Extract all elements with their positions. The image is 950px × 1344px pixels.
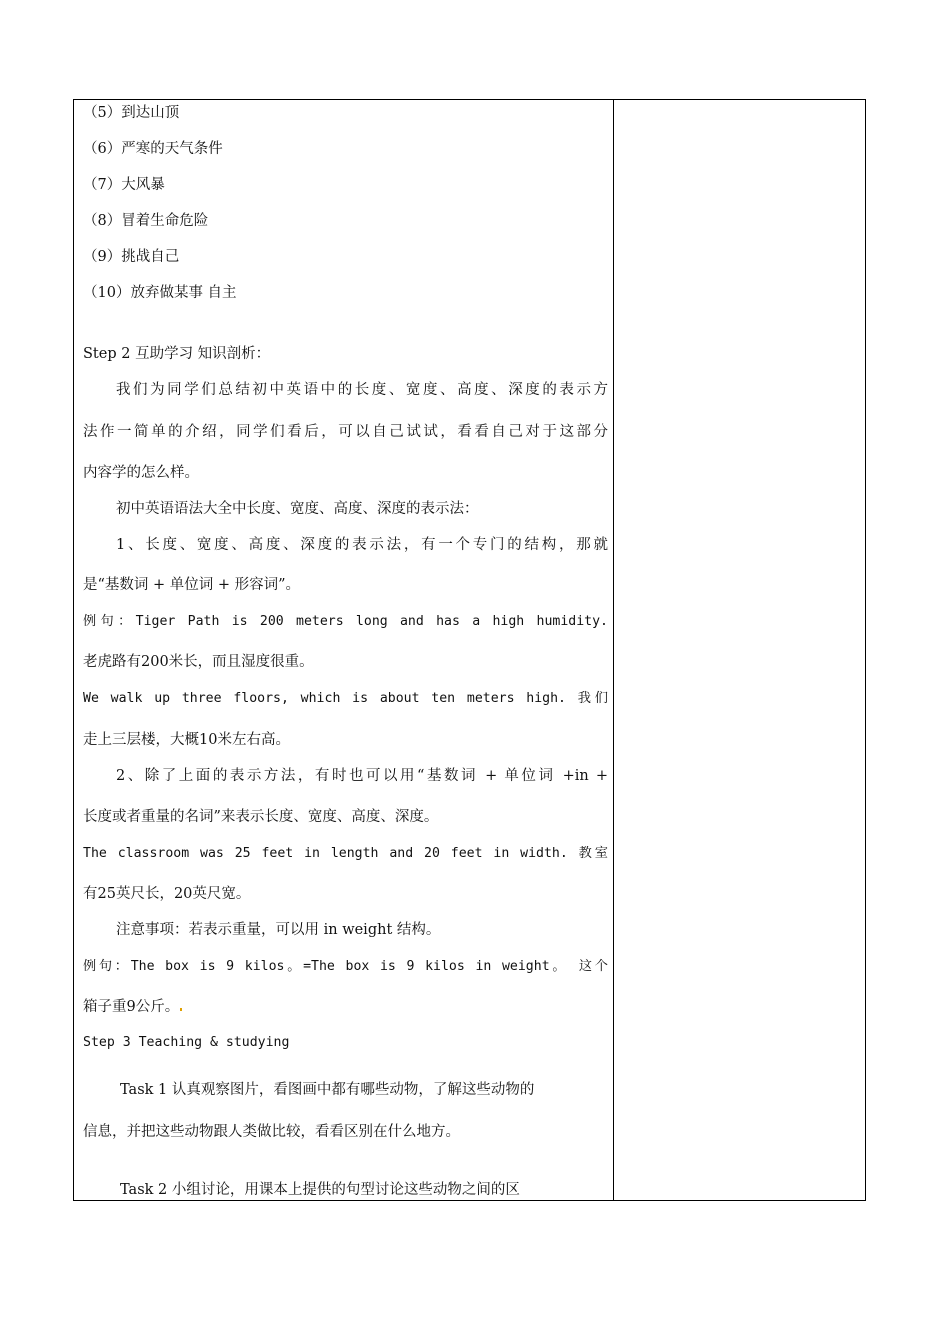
list-item: （8）冒着生命危险 [83,213,209,229]
task-line: Task 1 认真观察图片，看图画中都有哪些动物，了解这些动物的 [120,1082,535,1098]
paragraph-line: 是“基数词 + 单位词 + 形容词”。 [83,577,301,593]
note-line: 注意事项：若表示重量，可以用 in weight 结构。 [116,922,441,938]
paragraph-line: 法作一简单的介绍，同学们看后，可以自己试试，看看自己对于这部分 [83,424,608,440]
highlight-mark [180,1008,182,1011]
example-sentence: The classroom was 25 feet in length and 20 feet in width. 教室 [83,846,608,861]
list-item: （7）大风暴 [83,177,165,193]
step2-heading: Step 2 互助学习 知识剖析： [83,346,271,362]
paragraph-line: 我们为同学们总结初中英语中的长度、宽度、高度、深度的表示方 [116,382,608,398]
example-translation: 走上三层楼，大概10米左右高。 [83,732,290,748]
paragraph-line: 内容学的怎么样。 [83,465,199,481]
paragraph-line: 初中英语语法大全中长度、宽度、高度、深度的表示法： [116,501,479,517]
example-sentence: We walk up three floors, which is about ten meters high. 我们 [83,691,608,706]
paragraph-line: 长度或者重量的名词”来表示长度、宽度、高度、深度。 [83,809,439,825]
paragraph-line: 2、除了上面的表示方法，有时也可以用“基数词 + 单位词 +in + [116,768,608,784]
example-sentence: 例句：Tiger Path is 200 meters long and has a high humidity. [83,614,608,629]
column-divider [613,99,614,1201]
step3-heading: Step 3 Teaching & studying [83,1035,290,1050]
list-item: （10）放弃做某事 自主 [83,285,237,301]
task-line: Task 2 小组讨论，用课本上提供的句型讨论这些动物之间的区 [120,1182,520,1198]
example-translation: 有25英尺长，20英尺宽。 [83,886,251,902]
example-translation: 箱子重9公斤。 [83,998,608,1016]
list-item: （6）严寒的天气条件 [83,141,223,157]
task-line: 信息，并把这些动物跟人类做比较，看看区别在什么地方。 [83,1124,460,1140]
example-sentence: 例句：The box is 9 kilos。=The box is 9 kilos in weight。 这个 [83,959,608,974]
paragraph-line: 1、长度、宽度、高度、深度的表示法，有一个专门的结构，那就 [116,537,608,553]
list-item: （5）到达山顶 [83,105,180,121]
example-translation: 老虎路有200米长，而且湿度很重。 [83,654,314,670]
list-item: （9）挑战自己 [83,249,180,265]
